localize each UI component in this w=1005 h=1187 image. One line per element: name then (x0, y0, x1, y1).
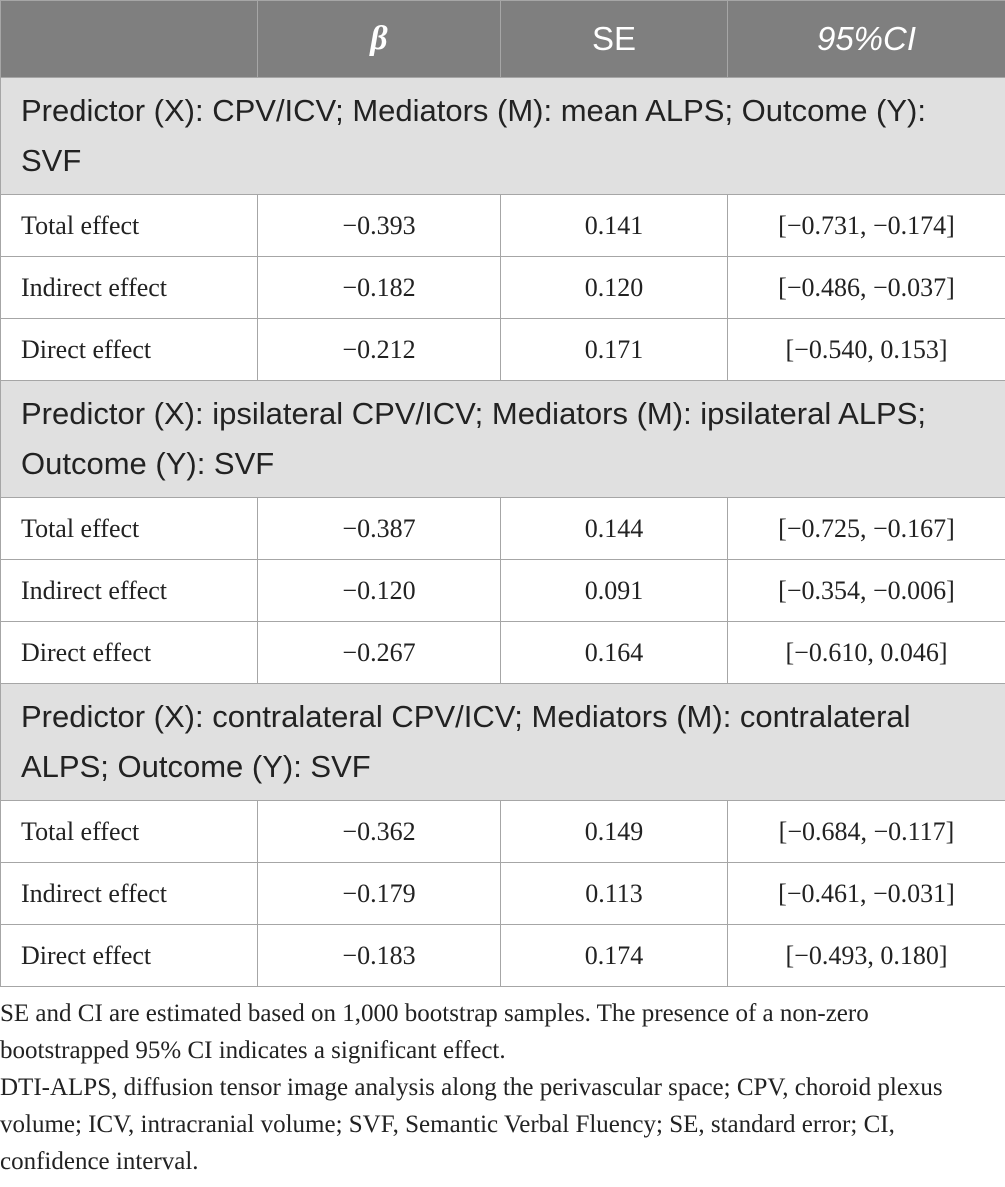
ci-value: [−0.493, 0.180] (728, 925, 1005, 987)
se-value: 0.141 (501, 195, 728, 257)
header-cell-se: SE (501, 1, 728, 78)
se-value: 0.144 (501, 498, 728, 560)
table-row (1, 863, 1005, 925)
header-cell-ci: 95%CI (728, 1, 1005, 78)
se-value: 0.171 (501, 319, 728, 381)
effect-label: Total effect (1, 195, 258, 257)
effect-label: Indirect effect (1, 560, 258, 622)
group-header-row (1, 381, 1005, 498)
se-value: 0.091 (501, 560, 728, 622)
table-row (1, 560, 1005, 622)
table-row (1, 195, 1005, 257)
table-row (1, 257, 1005, 319)
beta-value: −0.393 (258, 195, 501, 257)
beta-value: −0.183 (258, 925, 501, 987)
footnote-bootstrap: SE and CI are estimated based on 1,000 bootstrap samples. The presence of a non-zero bootstrapped 95% CI indicates a significant effect. (0, 1000, 869, 1064)
beta-value: −0.179 (258, 863, 501, 925)
beta-value: −0.387 (258, 498, 501, 560)
effect-label: Direct effect (1, 622, 258, 684)
ci-value: [−0.486, −0.037] (728, 257, 1005, 319)
header-cell-beta: β (258, 1, 501, 78)
group-header-row (1, 684, 1005, 801)
table-footnotes (0, 995, 1000, 1180)
effect-label: Direct effect (1, 925, 258, 987)
ci-value: [−0.610, 0.046] (728, 622, 1005, 684)
header-cell-empty (1, 1, 258, 78)
se-value: 0.164 (501, 622, 728, 684)
group-title: Predictor (X): contralateral CPV/ICV; Mediators (M): contralateral ALPS; Outcome (Y): SVF (1, 684, 1005, 801)
ci-value: [−0.461, −0.031] (728, 863, 1005, 925)
footnote-abbreviations: DTI-ALPS, diffusion tensor image analysis along the perivascular space; CPV, choroid plexus volume; ICV, intracranial volume; SVF, Semantic Verbal Fluency; SE, standard error; CI, confidence interval. (0, 1074, 943, 1175)
ci-value: [−0.725, −0.167] (728, 498, 1005, 560)
effect-label: Direct effect (1, 319, 258, 381)
table-row (1, 498, 1005, 560)
effect-label: Total effect (1, 498, 258, 560)
beta-value: −0.120 (258, 560, 501, 622)
beta-value: −0.182 (258, 257, 501, 319)
se-value: 0.113 (501, 863, 728, 925)
se-value: 0.120 (501, 257, 728, 319)
ci-value: [−0.731, −0.174] (728, 195, 1005, 257)
effect-label: Total effect (1, 801, 258, 863)
table-row (1, 319, 1005, 381)
group-title: Predictor (X): CPV/ICV; Mediators (M): mean ALPS; Outcome (Y): SVF (1, 78, 1005, 195)
beta-value: −0.362 (258, 801, 501, 863)
ci-value: [−0.354, −0.006] (728, 560, 1005, 622)
effect-label: Indirect effect (1, 863, 258, 925)
beta-value: −0.267 (258, 622, 501, 684)
table-row (1, 801, 1005, 863)
table-row (1, 925, 1005, 987)
beta-value: −0.212 (258, 319, 501, 381)
ci-value: [−0.684, −0.117] (728, 801, 1005, 863)
table-header-row (1, 1, 1005, 78)
group-title: Predictor (X): ipsilateral CPV/ICV; Mediators (M): ipsilateral ALPS; Outcome (Y): SVF (1, 381, 1005, 498)
group-header-row (1, 78, 1005, 195)
se-value: 0.149 (501, 801, 728, 863)
ci-value: [−0.540, 0.153] (728, 319, 1005, 381)
effect-label: Indirect effect (1, 257, 258, 319)
table-row (1, 622, 1005, 684)
se-value: 0.174 (501, 925, 728, 987)
